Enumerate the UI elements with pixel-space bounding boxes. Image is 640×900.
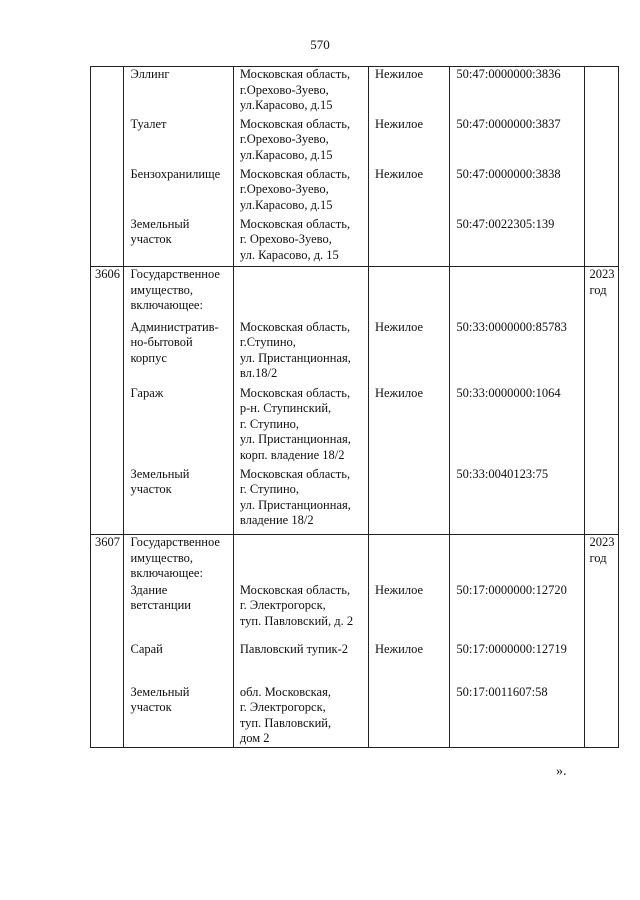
transfer-year-cell	[585, 67, 619, 117]
object-name-cell	[124, 267, 233, 320]
record-number: 3607	[95, 535, 120, 549]
cadastral-number: 50:33:0000000:1064	[456, 385, 561, 400]
object-address-cell	[233, 467, 368, 535]
record-number-cell	[91, 320, 124, 386]
object-name: Бензохранилище	[130, 166, 221, 181]
object-type: Нежилое	[374, 641, 424, 656]
cadastral-number-cell	[450, 267, 585, 320]
table-row	[91, 535, 619, 583]
object-name-cell	[124, 386, 233, 467]
cadastral-number-cell	[450, 167, 585, 217]
table-row	[91, 267, 619, 320]
cadastral-number-cell	[450, 386, 585, 467]
object-address: Московская область, г. Электрогорск, туп. Павловский, д. 2	[239, 582, 354, 628]
object-name-cell	[124, 467, 233, 535]
cadastral-number-cell	[450, 67, 585, 117]
record-number-cell	[91, 386, 124, 467]
transfer-year: 2023 год	[589, 535, 615, 565]
cadastral-number-cell	[450, 535, 585, 583]
page-number: 570	[310, 37, 330, 52]
object-type-cell	[368, 583, 449, 642]
record-number-cell	[91, 167, 124, 217]
object-address-cell	[233, 535, 368, 583]
object-address-cell	[233, 583, 368, 642]
object-address: Московская область, р-н. Ступинский, г. Ступино, ул. Пристанционная, корп. владение 18/2	[239, 385, 351, 462]
transfer-year-cell	[585, 167, 619, 217]
table-row	[91, 117, 619, 167]
transfer-year-cell	[585, 386, 619, 467]
object-type: Нежилое	[374, 385, 424, 400]
transfer-year-cell	[585, 535, 619, 583]
record-number-cell	[91, 642, 124, 685]
record-number-cell	[91, 217, 124, 267]
object-type-cell	[368, 685, 449, 748]
cadastral-number: 50:47:0000000:3838	[456, 166, 561, 181]
object-name: Сарай	[130, 641, 163, 656]
table-row	[91, 386, 619, 467]
object-name-cell	[124, 642, 233, 685]
cadastral-number: 50:33:0000000:85783	[456, 319, 567, 334]
object-type-cell	[368, 267, 449, 320]
object-address-cell	[233, 320, 368, 386]
object-type: Нежилое	[374, 116, 424, 131]
object-address-cell	[233, 642, 368, 685]
object-name-cell	[124, 685, 233, 748]
cadastral-number: 50:47:0000000:3836	[456, 67, 561, 81]
object-name: Государственное имущество, включающее:	[130, 267, 220, 312]
object-type-cell	[368, 67, 449, 117]
record-number: 3606	[95, 267, 120, 281]
table-row	[91, 685, 619, 748]
object-address: обл. Московская, г. Электрогорск, туп. Павловский, дом 2	[239, 684, 332, 745]
object-type-cell	[368, 117, 449, 167]
transfer-year-cell	[585, 642, 619, 685]
object-name-cell	[124, 117, 233, 167]
object-address: Московская область, г.Ступино, ул. Пристанционная, вл.18/2	[239, 319, 351, 380]
object-name: Земельный участок	[130, 684, 190, 714]
record-number-cell	[91, 117, 124, 167]
cadastral-number-cell	[450, 320, 585, 386]
transfer-year-cell	[585, 217, 619, 267]
cadastral-number: 50:47:0000000:3837	[456, 116, 561, 131]
object-address: Павловский тупик-2	[239, 641, 349, 656]
closing-quote: ».	[556, 764, 567, 779]
object-name-cell	[124, 583, 233, 642]
object-name: Административ- но-бытовой корпус	[130, 319, 219, 365]
table-row	[91, 167, 619, 217]
object-address-cell	[233, 117, 368, 167]
cadastral-number: 50:17:0000000:12719	[456, 641, 567, 656]
table-row	[91, 67, 619, 117]
cadastral-number: 50:17:0011607:58	[456, 684, 548, 699]
object-name: Здание ветстанции	[130, 582, 191, 612]
object-type-cell	[368, 217, 449, 267]
object-address-cell	[233, 685, 368, 748]
object-name-cell	[124, 167, 233, 217]
cadastral-number-cell	[450, 217, 585, 267]
object-address: Московская область, г.Орехово-Зуево, ул.Карасово, д.15	[239, 116, 351, 162]
record-number-cell	[91, 535, 124, 583]
object-type-cell	[368, 467, 449, 535]
table-row	[91, 583, 619, 642]
object-type: Нежилое	[374, 67, 424, 81]
object-address-cell	[233, 167, 368, 217]
transfer-year-cell	[585, 685, 619, 748]
object-name: Земельный участок	[130, 466, 190, 496]
record-number-cell	[91, 267, 124, 320]
object-address: Московская область, г. Ступино, ул. Пристанционная, владение 18/2	[239, 466, 351, 527]
cadastral-number-cell	[450, 467, 585, 535]
object-name: Эллинг	[130, 67, 170, 81]
cadastral-number: 50:33:0040123:75	[456, 466, 549, 481]
object-address: Московская область, г.Орехово-Зуево, ул.Карасово, д.15	[239, 166, 351, 212]
record-number-cell	[91, 67, 124, 117]
object-name-cell	[124, 67, 233, 117]
cadastral-number: 50:47:0022305:139	[456, 216, 555, 231]
object-name-cell	[124, 217, 233, 267]
object-type-cell	[368, 535, 449, 583]
object-type: Нежилое	[374, 582, 424, 597]
object-address: Московская область, г. Орехово-Зуево, ул. Карасово, д. 15	[239, 216, 351, 262]
object-address-cell	[233, 217, 368, 267]
cadastral-number-cell	[450, 642, 585, 685]
cadastral-number-cell	[450, 117, 585, 167]
table-row	[91, 320, 619, 386]
object-type-cell	[368, 167, 449, 217]
transfer-year-cell	[585, 117, 619, 167]
object-address-cell	[233, 267, 368, 320]
object-address: Московская область, г.Орехово-Зуево, ул.Карасово, д.15	[239, 67, 351, 112]
table-row	[91, 467, 619, 535]
object-address-cell	[233, 67, 368, 117]
cadastral-number-cell	[450, 685, 585, 748]
record-number-cell	[91, 467, 124, 535]
object-name-cell	[124, 535, 233, 583]
object-name: Гараж	[130, 385, 164, 400]
object-type-cell	[368, 320, 449, 386]
transfer-year-cell	[585, 320, 619, 386]
transfer-year-cell	[585, 267, 619, 320]
object-type-cell	[368, 386, 449, 467]
object-name-cell	[124, 320, 233, 386]
transfer-year-cell	[585, 467, 619, 535]
table-row	[91, 642, 619, 685]
record-number-cell	[91, 583, 124, 642]
cadastral-number-cell	[450, 583, 585, 642]
property-table-body	[91, 67, 619, 748]
object-name: Туалет	[130, 116, 167, 131]
object-address-cell	[233, 386, 368, 467]
object-type: Нежилое	[374, 319, 424, 334]
table-row	[91, 217, 619, 267]
property-table	[90, 66, 619, 748]
cadastral-number: 50:17:0000000:12720	[456, 582, 567, 597]
transfer-year-cell	[585, 583, 619, 642]
object-type: Нежилое	[374, 166, 424, 181]
transfer-year: 2023 год	[589, 267, 615, 297]
object-name: Государственное имущество, включающее:	[130, 535, 220, 580]
object-type-cell	[368, 642, 449, 685]
record-number-cell	[91, 685, 124, 748]
object-name: Земельный участок	[130, 216, 190, 246]
